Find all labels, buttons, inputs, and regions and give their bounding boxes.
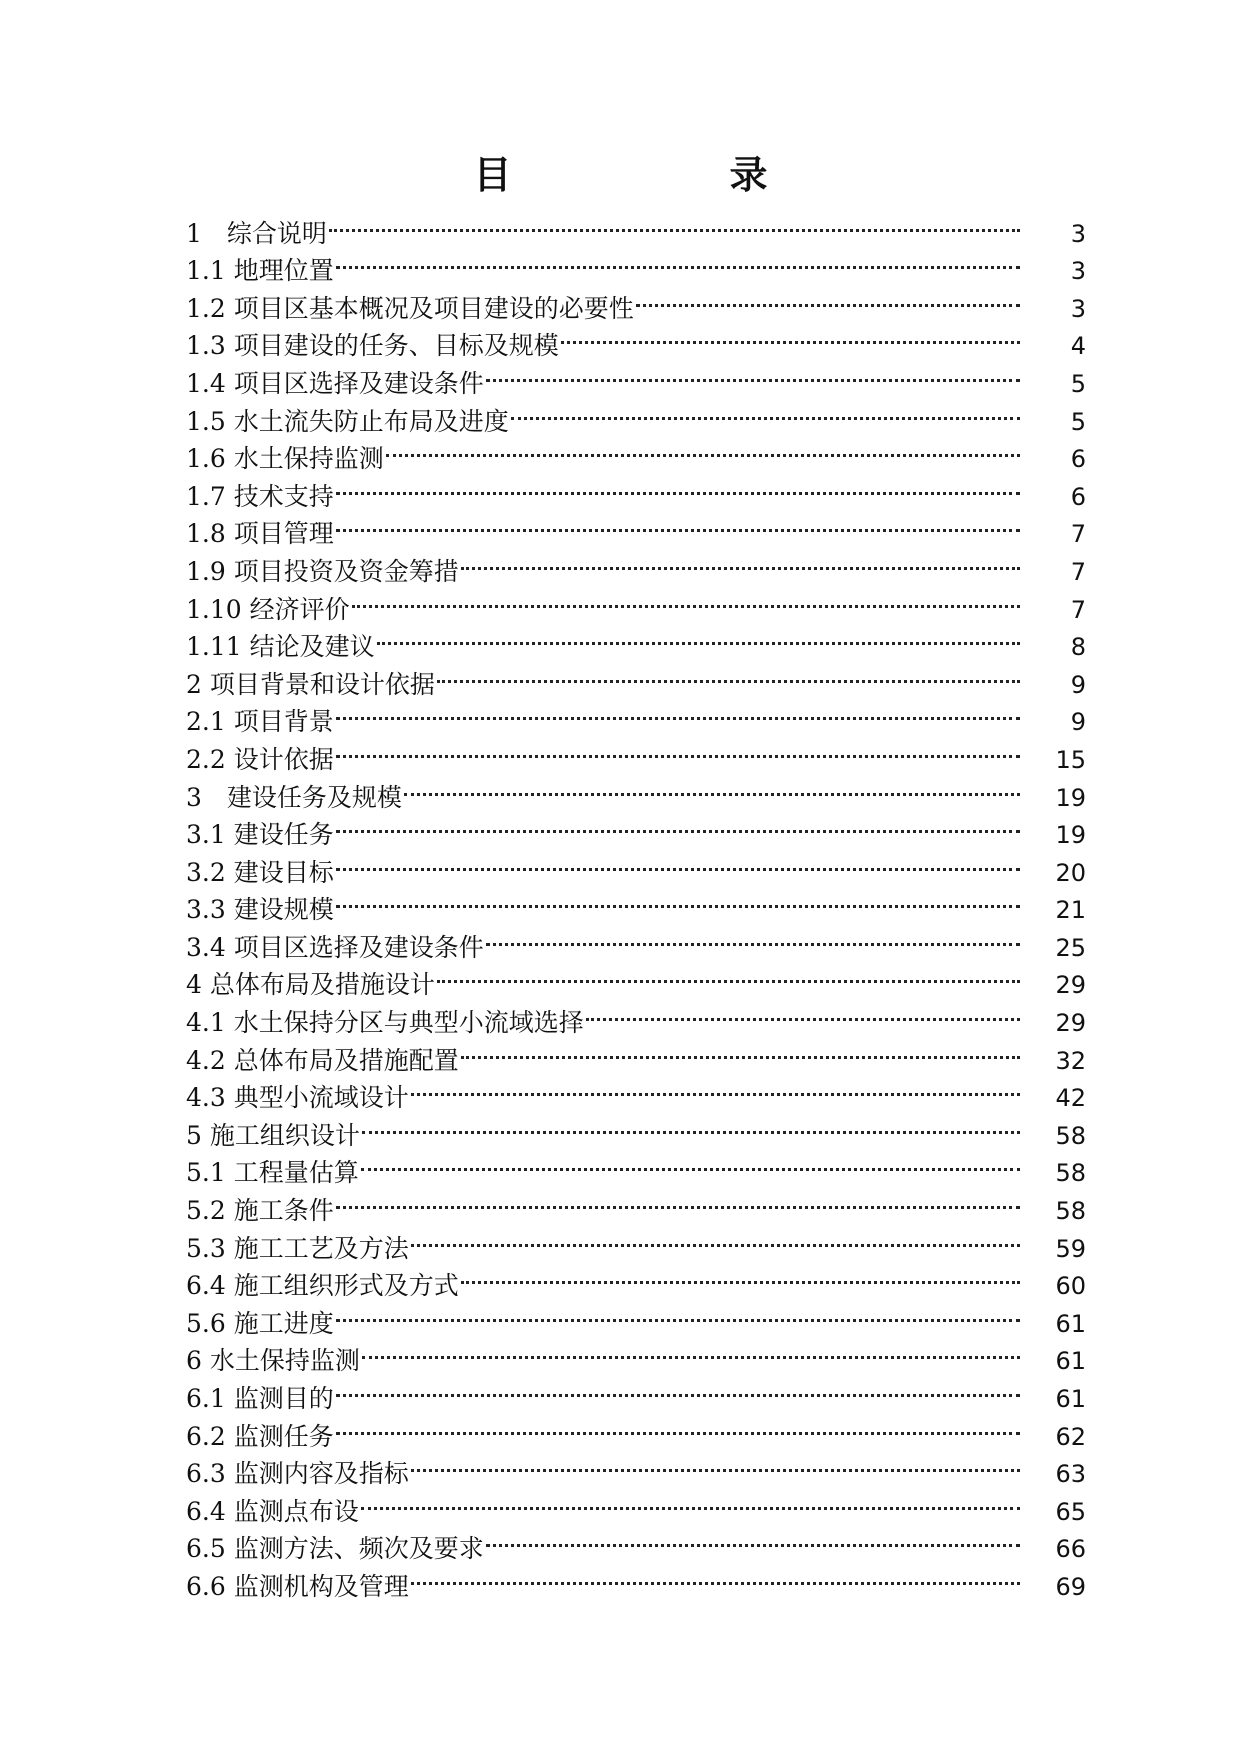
toc-dot-leader: [336, 693, 1020, 731]
toc-dot-leader: [362, 1106, 1020, 1144]
toc-title: 目 录: [473, 152, 858, 197]
toc-entry-label: 1.10 经济评价: [186, 594, 350, 624]
toc-entry-page-number: 65: [1055, 1497, 1086, 1526]
toc-entry-page-number: 3: [1070, 257, 1086, 286]
toc-entry-page-number: 20: [1055, 858, 1086, 887]
toc-dot-leader: [437, 655, 1020, 693]
toc-dot-leader: [486, 918, 1020, 956]
toc-entry-label: 1.7 技术支持: [186, 481, 334, 511]
toc-entry-label: 2 项目背景和设计依据: [186, 669, 435, 699]
toc-entry-label: 6.4 监测点布设: [186, 1496, 359, 1526]
toc-entry-page-number: 58: [1055, 1121, 1086, 1150]
toc-dot-leader: [361, 1144, 1020, 1182]
toc-dot-leader: [336, 1181, 1020, 1219]
toc-dot-leader: [411, 1069, 1020, 1107]
toc-entry-label: 6.6 监测机构及管理: [186, 1571, 409, 1601]
toc-entry-page-number: 58: [1055, 1197, 1086, 1226]
toc-entry-label: 2.1 项目背景: [186, 707, 334, 737]
toc-entry-page-number: 9: [1070, 708, 1086, 737]
toc-entry-page-number: 3: [1070, 294, 1086, 323]
toc-entry-label: 5.3 施工工艺及方法: [186, 1233, 409, 1263]
toc-dot-leader: [336, 1407, 1020, 1445]
toc-entry-label: 3.4 项目区选择及建设条件: [186, 932, 484, 962]
table-of-contents: [186, 204, 1086, 1601]
toc-entry-label: 1.3 项目建设的任务、目标及规模: [186, 331, 559, 361]
toc-entry-label: 1.8 项目管理: [186, 519, 334, 549]
toc-dot-leader: [336, 1369, 1020, 1407]
toc-entry-label: 6 水土保持监测: [186, 1346, 360, 1376]
toc-dot-leader: [411, 1445, 1020, 1483]
toc-entry-page-number: 6: [1070, 445, 1086, 474]
toc-entry-label: 4.2 总体布局及措施配置: [186, 1045, 459, 1075]
toc-entry-label: 4.3 典型小流域设计: [186, 1083, 409, 1113]
toc-entry-page-number: 5: [1070, 369, 1086, 398]
toc-entry-page-number: 58: [1055, 1159, 1086, 1188]
toc-entry-label: 1.6 水土保持监测: [186, 444, 384, 474]
toc-entry-page-number: 42: [1055, 1084, 1086, 1113]
toc-dot-leader: [336, 467, 1020, 505]
toc-entry-page-number: 25: [1055, 933, 1086, 962]
toc-entry-page-number: 8: [1070, 633, 1086, 662]
toc-entry-label: 1.2 项目区基本概况及项目建设的必要性: [186, 293, 634, 323]
toc-dot-leader: [336, 1294, 1020, 1332]
toc-entry-page-number: 9: [1070, 670, 1086, 699]
toc-entry-page-number: 61: [1055, 1385, 1086, 1413]
toc-entry[interactable]: [186, 204, 1086, 248]
toc-entry-label: 6.3 监测内容及指标: [186, 1459, 409, 1489]
toc-entry-label: 5.6 施工进度: [186, 1308, 334, 1338]
toc-entry-page-number: 32: [1055, 1046, 1086, 1075]
toc-entry-label: 3.2 建设目标: [186, 857, 334, 887]
toc-entry-label: 4.1 水土保持分区与典型小流域选择: [186, 1008, 584, 1038]
toc-dot-leader: [336, 806, 1020, 844]
toc-entry-label: 5.1 工程量估算: [186, 1158, 359, 1188]
toc-entry-page-number: 61: [1055, 1347, 1086, 1376]
toc-entry-label: 1.9 项目投资及资金筹措: [186, 556, 459, 586]
toc-entry-label: 3.3 建设规模: [186, 895, 334, 925]
toc-dot-leader: [561, 317, 1020, 355]
toc-dot-leader: [511, 392, 1020, 430]
toc-entry-page-number: 5: [1070, 407, 1086, 436]
toc-entry-page-number: 21: [1055, 896, 1086, 925]
toc-entry-page-number: 29: [1055, 971, 1086, 1000]
toc-dot-leader: [461, 1031, 1020, 1069]
toc-dot-leader: [411, 1219, 1020, 1257]
toc-entry-page-number: 63: [1055, 1460, 1086, 1489]
toc-entry-page-number: 15: [1055, 745, 1086, 774]
toc-entry-page-number: 7: [1070, 520, 1086, 549]
toc-dot-leader: [486, 354, 1020, 392]
toc-entry-page-number: 7: [1070, 595, 1086, 624]
toc-entry-page-number: 59: [1055, 1234, 1086, 1263]
toc-dot-leader: [404, 768, 1020, 806]
toc-entry-label: 1.4 项目区选择及建设条件: [186, 368, 484, 398]
toc-entry-label: 2.2 设计依据: [186, 744, 334, 774]
toc-entry-page-number: 69: [1055, 1572, 1086, 1601]
toc-dot-leader: [586, 993, 1020, 1031]
toc-entry-label: 6.5 监测方法、频次及要求: [186, 1534, 484, 1564]
toc-entry-page-number: 62: [1055, 1422, 1086, 1451]
toc-entry-page-number: 19: [1055, 821, 1086, 850]
toc-dot-leader: [361, 1482, 1020, 1520]
toc-dot-leader: [336, 242, 1020, 280]
toc-entry-label: 1.1 地理位置: [186, 256, 334, 286]
toc-entry-label: 5.2 施工条件: [186, 1196, 334, 1226]
toc-dot-leader: [352, 580, 1020, 618]
toc-entry-page-number: 7: [1070, 557, 1086, 586]
toc-entry-page-number: 19: [1055, 783, 1086, 812]
toc-entry-page-number: 66: [1055, 1535, 1086, 1564]
toc-entry-page-number: 3: [1070, 219, 1086, 248]
toc-dot-leader: [336, 730, 1020, 768]
toc-entry-label: 3.1 建设任务: [186, 820, 334, 850]
toc-dot-leader: [486, 1520, 1020, 1558]
toc-entry-label: 5 施工组织设计: [186, 1120, 360, 1150]
toc-entry-label: 1.5 水土流失防止布局及进度: [186, 406, 509, 436]
toc-entry-label: 3 建设任务及规模: [186, 782, 402, 812]
toc-dot-leader: [461, 1257, 1020, 1295]
toc-dot-leader: [336, 881, 1020, 919]
toc-dot-leader: [386, 430, 1020, 468]
toc-entry-label: 1 综合说明: [186, 218, 327, 248]
toc-entry-page-number: 6: [1070, 482, 1086, 511]
toc-dot-leader: [411, 1557, 1020, 1595]
toc-entry-label: 6.2 监测任务: [186, 1421, 334, 1451]
toc-dot-leader: [461, 542, 1020, 580]
toc-dot-leader: [362, 1332, 1020, 1370]
toc-entry-label: 4 总体布局及措施设计: [186, 970, 435, 1000]
toc-dot-leader: [377, 618, 1020, 656]
toc-entry-label: 6.1 监测目的: [186, 1384, 334, 1413]
toc-dot-leader: [437, 956, 1020, 994]
toc-entry-page-number: 61: [1055, 1309, 1086, 1338]
toc-entry-page-number: 29: [1055, 1009, 1086, 1038]
toc-entry-label: 1.11 结论及建议: [186, 632, 375, 662]
toc-entry-page-number: 4: [1070, 332, 1086, 361]
toc-dot-leader: [636, 279, 1020, 317]
toc-dot-leader: [336, 505, 1020, 543]
toc-entry-label: 6.4 施工组织形式及方式: [186, 1271, 459, 1301]
toc-dot-leader: [336, 843, 1020, 881]
toc-entry-page-number: 60: [1055, 1272, 1086, 1301]
toc-dot-leader: [329, 204, 1020, 242]
